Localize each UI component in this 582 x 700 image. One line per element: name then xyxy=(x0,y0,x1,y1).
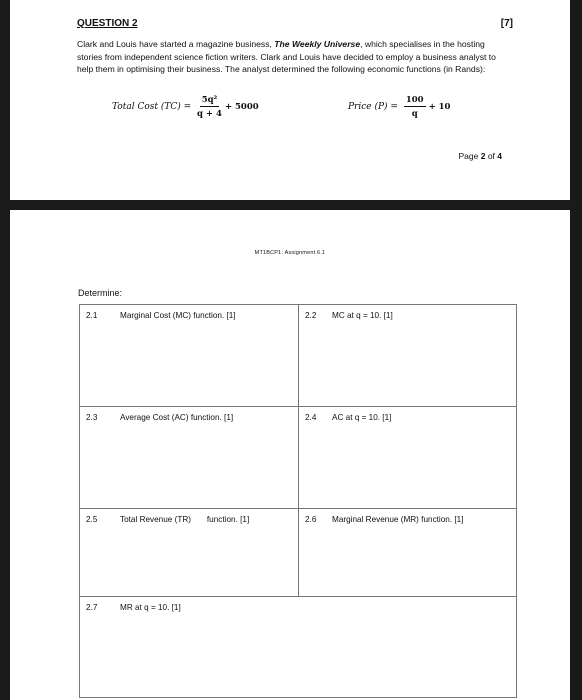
price-formula-lhs: Price (P) = xyxy=(348,102,401,112)
item-number: 2.1 xyxy=(86,311,98,320)
price-denominator: q xyxy=(411,109,418,119)
item-number: 2.2 xyxy=(305,311,317,320)
item-number: 2.5 xyxy=(86,515,98,524)
page-prefix: Page xyxy=(458,151,481,161)
determine-label: Determine: xyxy=(78,288,123,298)
price-formula xyxy=(348,95,450,119)
question-intro-paragraph xyxy=(77,38,507,76)
answer-cell-2-1[interactable] xyxy=(80,305,298,406)
intro-text-end: , which specialises in the hosting stories from independent science fiction writers. Clark and Louis have decided to employ a business analyst to help them in optimising their business. The analyst determined the following economic functions (in Rands): xyxy=(77,39,496,74)
item-text: Marginal Revenue (MR) function. [1] xyxy=(332,515,464,524)
item-number: 2.6 xyxy=(305,515,317,524)
question-title: QUESTION 2 xyxy=(77,18,138,29)
answer-cell-2-4[interactable] xyxy=(299,407,516,508)
page-total: 4 xyxy=(497,151,502,161)
item-number: 2.4 xyxy=(305,413,317,422)
page-upper-fragment xyxy=(10,0,570,200)
answer-cell-2-2[interactable] xyxy=(299,305,516,406)
magazine-name: The Weekly Universe xyxy=(274,39,361,49)
price-numerator: 100 xyxy=(405,95,424,105)
item-text: AC at q = 10. [1] xyxy=(332,413,392,422)
tc-formula-lhs: Total Cost (TC) = xyxy=(112,102,195,112)
item-text: MC at q = 10. [1] xyxy=(332,311,393,320)
tc-denominator: q + 4 xyxy=(197,109,222,119)
tc-formula-rhs: + 5000 xyxy=(224,102,259,112)
tc-fraction xyxy=(197,95,222,119)
page-lower-fragment xyxy=(10,210,570,700)
page-number xyxy=(459,151,503,161)
item-text: Total Revenue (TR) function. [1] xyxy=(120,515,250,524)
running-header: MT1BCP1: Assignment 6.1 xyxy=(254,250,326,256)
intro-text-start: Clark and Louis have started a magazine business, xyxy=(77,39,275,49)
item-text: Marginal Cost (MC) function. [1] xyxy=(120,311,236,320)
item-text: Average Cost (AC) function. [1] xyxy=(120,413,234,422)
total-cost-formula xyxy=(112,95,259,119)
item-number: 2.3 xyxy=(86,413,98,422)
item-text: MR at q = 10. [1] xyxy=(120,603,181,612)
answer-cell-2-6[interactable] xyxy=(299,509,516,596)
question-marks: [7] xyxy=(500,18,513,29)
answer-cell-2-7[interactable] xyxy=(80,597,516,697)
answer-cell-2-5[interactable] xyxy=(80,509,298,596)
answer-grid xyxy=(79,304,517,698)
price-fraction xyxy=(404,95,426,119)
page-of: of xyxy=(485,151,498,161)
tc-numerator: 5q² xyxy=(201,95,218,105)
item-number: 2.7 xyxy=(86,603,98,612)
answer-cell-2-3[interactable] xyxy=(80,407,298,508)
page-current: 2 xyxy=(480,151,486,161)
price-formula-rhs: + 10 xyxy=(428,102,451,112)
